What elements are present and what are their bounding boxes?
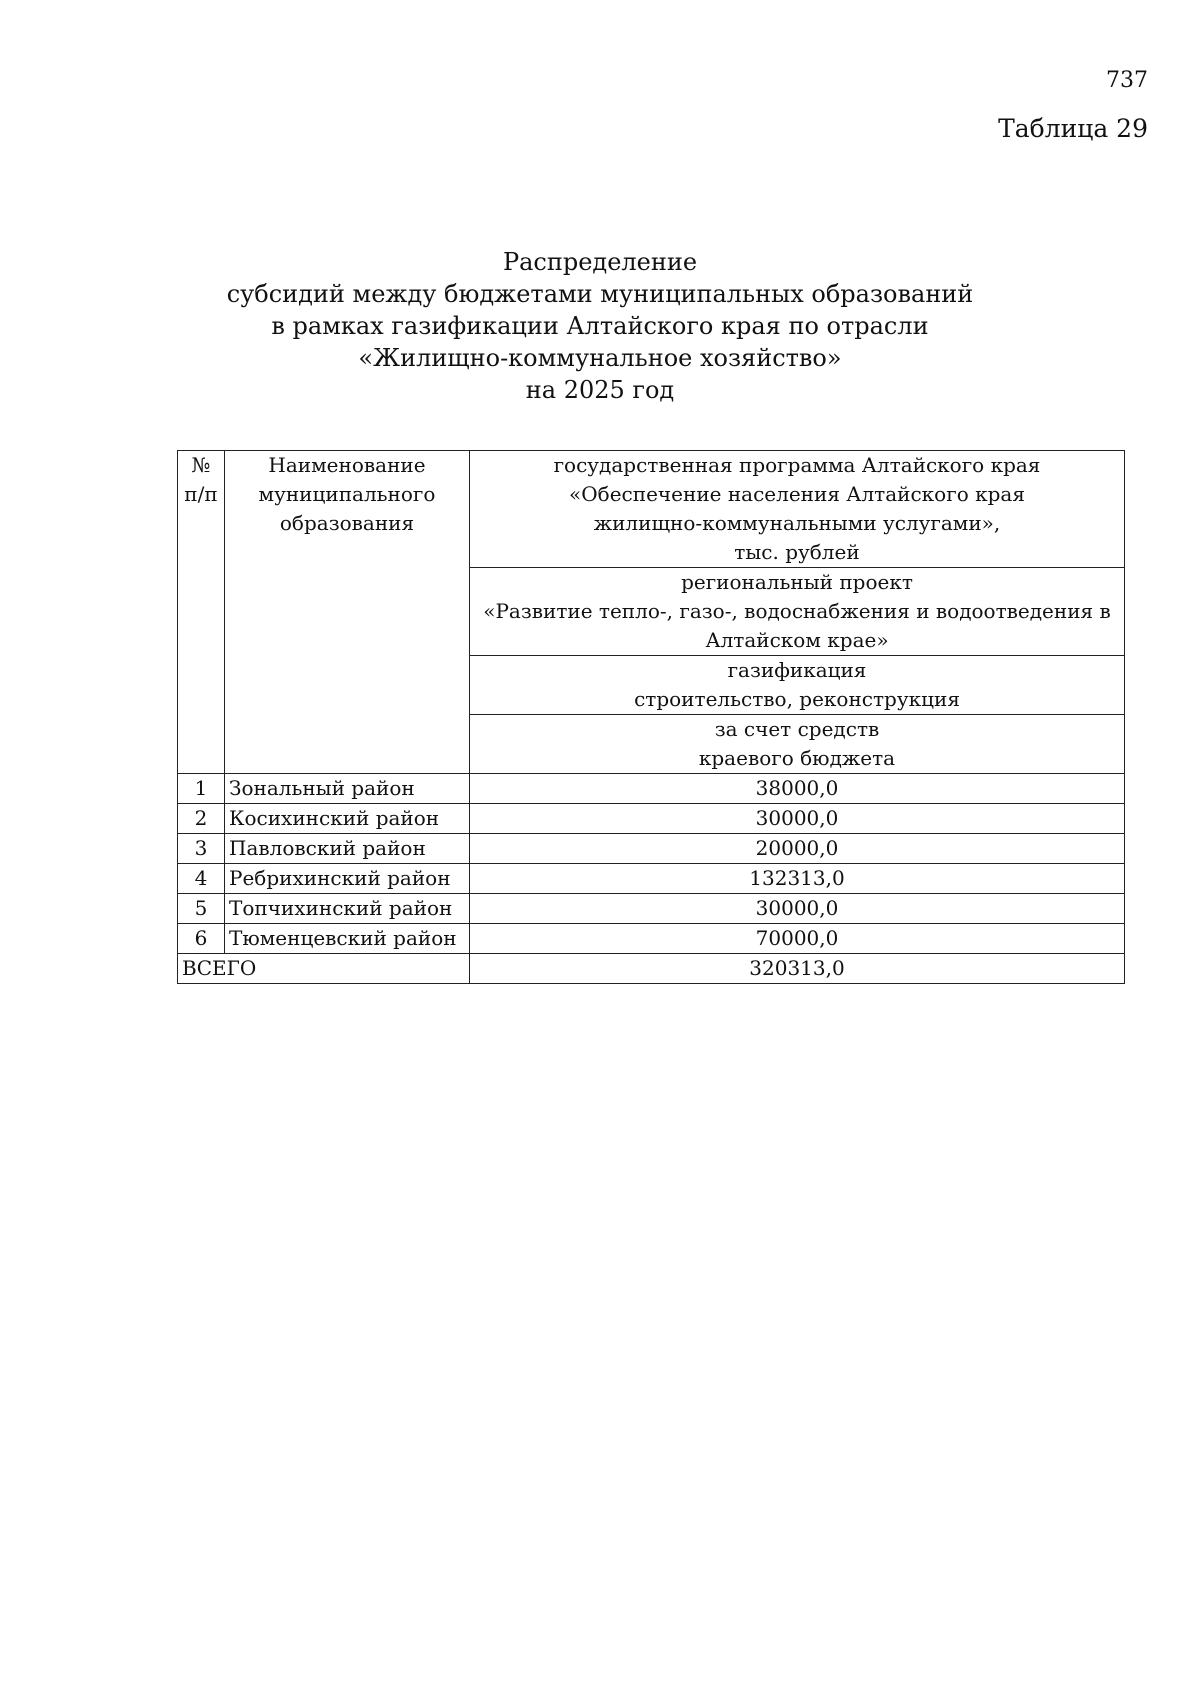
header-funding-line: за счет средств — [714, 717, 880, 741]
header-name-cell — [225, 451, 470, 774]
header-project-cell — [470, 568, 1125, 656]
row-num: 2 — [178, 804, 225, 834]
header-num-cell — [178, 451, 225, 774]
table-row — [178, 804, 1125, 834]
title-line: субсидий между бюджетами муниципальных образований — [226, 280, 974, 308]
header-project-line: Алтайском крае» — [705, 628, 889, 652]
header-project-line: «Развитие тепло-, газо-, водоснабжения и водоотведения в — [483, 599, 1111, 623]
header-project-line: региональный проект — [681, 570, 913, 594]
title-line: «Жилищно-коммунальное хозяйство» — [358, 344, 842, 372]
row-name: Зональный район — [225, 774, 470, 804]
header-name-line: муниципального — [258, 482, 436, 506]
total-row — [178, 954, 1125, 984]
title-line: на 2025 год — [525, 376, 675, 404]
header-program-line: «Обеспечение населения Алтайского края — [569, 482, 1025, 506]
page-number: 737 — [1106, 68, 1148, 93]
distribution-table — [177, 450, 1125, 984]
document-title — [175, 246, 1025, 406]
header-program-line: государственная программа Алтайского края — [553, 453, 1041, 477]
header-program-cell — [470, 451, 1125, 568]
row-value: 20000,0 — [470, 834, 1125, 864]
table-row — [178, 864, 1125, 894]
row-num: 6 — [178, 924, 225, 954]
row-name: Топчихинский район — [225, 894, 470, 924]
table-row — [178, 894, 1125, 924]
header-funding-cell — [470, 715, 1125, 774]
row-name: Ребрихинский район — [225, 864, 470, 894]
row-name: Косихинский район — [225, 804, 470, 834]
title-line: в рамках газификации Алтайского края по отрасли — [271, 312, 929, 340]
header-activity-cell — [470, 656, 1125, 715]
title-line: Распределение — [502, 248, 698, 276]
table-row — [178, 924, 1125, 954]
row-name: Тюменцевский район — [225, 924, 470, 954]
row-value: 70000,0 — [470, 924, 1125, 954]
table-row — [178, 774, 1125, 804]
row-num: 5 — [178, 894, 225, 924]
header-num-line: п/п — [184, 482, 218, 506]
header-program-line: жилищно-коммунальными услугами», — [593, 511, 1001, 535]
total-label: ВСЕГО — [178, 954, 470, 984]
row-name: Павловский район — [225, 834, 470, 864]
total-value: 320313,0 — [470, 954, 1125, 984]
header-funding-line: краевого бюджета — [698, 746, 896, 770]
row-value: 30000,0 — [470, 804, 1125, 834]
row-value: 38000,0 — [470, 774, 1125, 804]
header-program-line: тыс. рублей — [734, 540, 860, 564]
header-activity-line: строительство, реконструкция — [634, 687, 960, 711]
row-num: 1 — [178, 774, 225, 804]
row-value: 30000,0 — [470, 894, 1125, 924]
header-activity-line: газификация — [727, 658, 867, 682]
header-name-line: Наименование — [268, 453, 426, 477]
header-row — [178, 451, 1125, 568]
header-name-line: образования — [279, 511, 415, 535]
row-num: 3 — [178, 834, 225, 864]
table-row — [178, 834, 1125, 864]
table-label: Таблица 29 — [998, 114, 1148, 143]
header-num-line: № — [191, 453, 211, 477]
row-value: 132313,0 — [470, 864, 1125, 894]
row-num: 4 — [178, 864, 225, 894]
